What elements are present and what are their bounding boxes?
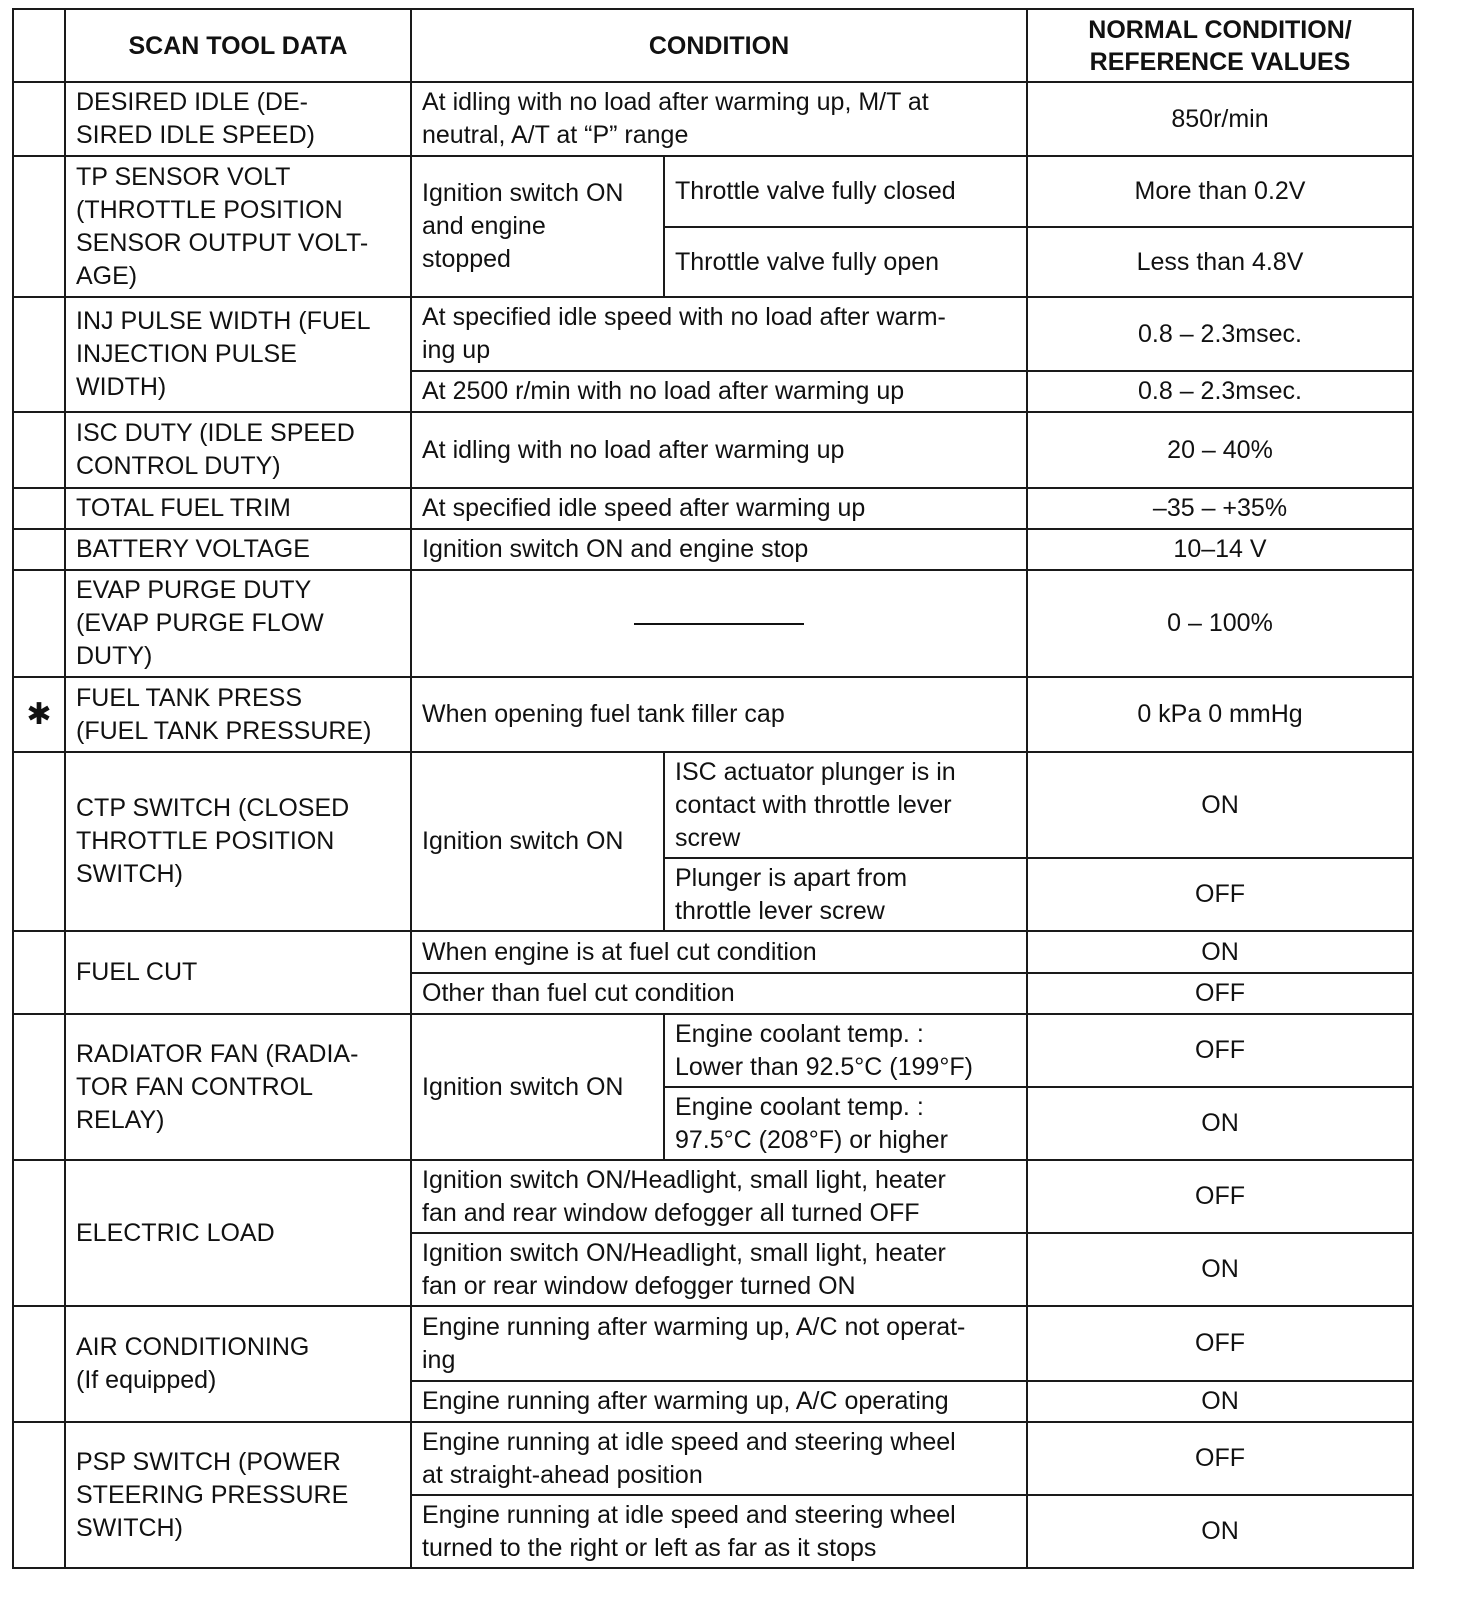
row-mark bbox=[13, 82, 65, 156]
scan-tool-data-table bbox=[12, 8, 1414, 1569]
row-mark bbox=[13, 156, 65, 297]
header-mark bbox=[13, 9, 65, 82]
item-desired-idle: DESIRED IDLE (DE- SIRED IDLE SPEED) bbox=[65, 82, 411, 156]
row-mark bbox=[13, 1014, 65, 1160]
table-row bbox=[13, 677, 1413, 752]
value-fuel-cut-on: ON bbox=[1027, 931, 1413, 973]
condition-ac-off: Engine running after warming up, A/C not operat- ing bbox=[411, 1306, 1027, 1381]
value-inj-2500: 0.8 – 2.3msec. bbox=[1027, 371, 1413, 412]
condition-evap-dash bbox=[411, 570, 1027, 677]
subcondition-tp-closed: Throttle valve fully closed bbox=[664, 156, 1027, 227]
value-ac-on: ON bbox=[1027, 1381, 1413, 1422]
value-tp-closed: More than 0.2V bbox=[1027, 156, 1413, 227]
table-row bbox=[13, 1160, 1413, 1233]
item-evap: EVAP PURGE DUTY (EVAP PURGE FLOW DUTY) bbox=[65, 570, 411, 677]
item-ctp: CTP SWITCH (CLOSED THROTTLE POSITION SWITCH) bbox=[65, 752, 411, 931]
value-electric-on: ON bbox=[1027, 1233, 1413, 1306]
condition-fuel-trim: At specified idle speed after warming up bbox=[411, 488, 1027, 529]
item-battery: BATTERY VOLTAGE bbox=[65, 529, 411, 570]
condition-inj-idle: At specified idle speed with no load after warm- ing up bbox=[411, 297, 1027, 371]
table-row bbox=[13, 931, 1413, 973]
item-psp: PSP SWITCH (POWER STEERING PRESSURE SWITCH) bbox=[65, 1422, 411, 1568]
condition-fuel-cut-off: Other than fuel cut condition bbox=[411, 973, 1027, 1014]
value-radiator-high: ON bbox=[1027, 1087, 1413, 1160]
value-psp-off: OFF bbox=[1027, 1422, 1413, 1495]
condition-radiator-fan: Ignition switch ON bbox=[411, 1014, 664, 1160]
subcondition-ctp-contact: ISC actuator plunger is in contact with throttle lever screw bbox=[664, 752, 1027, 858]
condition-desired-idle: At idling with no load after warming up, M/T at neutral, A/T at “P” range bbox=[411, 82, 1027, 156]
item-fuel-tank: FUEL TANK PRESS (FUEL TANK PRESSURE) bbox=[65, 677, 411, 752]
value-electric-off: OFF bbox=[1027, 1160, 1413, 1233]
value-radiator-low: OFF bbox=[1027, 1014, 1413, 1087]
item-fuel-cut: FUEL CUT bbox=[65, 931, 411, 1014]
row-mark bbox=[13, 529, 65, 570]
row-mark bbox=[13, 412, 65, 488]
header-normal-condition: NORMAL CONDITION/ REFERENCE VALUES bbox=[1027, 9, 1413, 82]
value-fuel-cut-off: OFF bbox=[1027, 973, 1413, 1014]
table-row bbox=[13, 488, 1413, 529]
table-row bbox=[13, 412, 1413, 488]
condition-electric-on: Ignition switch ON/Headlight, small light, heater fan or rear window defogger turned ON bbox=[411, 1233, 1027, 1306]
value-battery: 10–14 V bbox=[1027, 529, 1413, 570]
item-isc-duty: ISC DUTY (IDLE SPEED CONTROL DUTY) bbox=[65, 412, 411, 488]
header-condition: CONDITION bbox=[411, 9, 1027, 82]
header-row bbox=[13, 9, 1413, 82]
value-psp-on: ON bbox=[1027, 1495, 1413, 1568]
value-fuel-trim: –35 – +35% bbox=[1027, 488, 1413, 529]
item-inj-pulse: INJ PULSE WIDTH (FUEL INJECTION PULSE WIDTH) bbox=[65, 297, 411, 412]
table-row bbox=[13, 156, 1413, 227]
subcondition-tp-open: Throttle valve fully open bbox=[664, 227, 1027, 297]
header-scan-tool-data: SCAN TOOL DATA bbox=[65, 9, 411, 82]
em-dash-line bbox=[634, 623, 804, 625]
value-evap: 0 – 100% bbox=[1027, 570, 1413, 677]
table-row bbox=[13, 529, 1413, 570]
value-isc-duty: 20 – 40% bbox=[1027, 412, 1413, 488]
value-ctp-apart: OFF bbox=[1027, 858, 1413, 931]
row-mark bbox=[13, 1306, 65, 1422]
item-electric-load: ELECTRIC LOAD bbox=[65, 1160, 411, 1306]
condition-inj-2500: At 2500 r/min with no load after warming up bbox=[411, 371, 1027, 412]
value-fuel-tank: 0 kPa 0 mmHg bbox=[1027, 677, 1413, 752]
row-mark bbox=[13, 1422, 65, 1568]
condition-ctp: Ignition switch ON bbox=[411, 752, 664, 931]
condition-ac-on: Engine running after warming up, A/C operating bbox=[411, 1381, 1027, 1422]
row-mark bbox=[13, 570, 65, 677]
item-air-conditioning: AIR CONDITIONING (If equipped) bbox=[65, 1306, 411, 1422]
value-inj-idle: 0.8 – 2.3msec. bbox=[1027, 297, 1413, 371]
value-tp-open: Less than 4.8V bbox=[1027, 227, 1413, 297]
condition-psp-off: Engine running at idle speed and steering wheel at straight-ahead position bbox=[411, 1422, 1027, 1495]
scan-tool-data-table-wrapper bbox=[12, 8, 1414, 1569]
condition-tp-sensor: Ignition switch ON and engine stopped bbox=[411, 156, 664, 297]
value-desired-idle: 850r/min bbox=[1027, 82, 1413, 156]
subcondition-ctp-apart: Plunger is apart from throttle lever screw bbox=[664, 858, 1027, 931]
condition-fuel-tank: When opening fuel tank filler cap bbox=[411, 677, 1027, 752]
row-mark bbox=[13, 931, 65, 1014]
subcondition-radiator-low: Engine coolant temp. : Lower than 92.5°C (199°F) bbox=[664, 1014, 1027, 1087]
item-fuel-trim: TOTAL FUEL TRIM bbox=[65, 488, 411, 529]
table-row bbox=[13, 570, 1413, 677]
subcondition-radiator-high: Engine coolant temp. : 97.5°C (208°F) or higher bbox=[664, 1087, 1027, 1160]
table-row bbox=[13, 1014, 1413, 1087]
row-mark bbox=[13, 752, 65, 931]
item-radiator-fan: RADIATOR FAN (RADIA- TOR FAN CONTROL RELAY) bbox=[65, 1014, 411, 1160]
condition-electric-off: Ignition switch ON/Headlight, small light, heater fan and rear window defogger all turned OFF bbox=[411, 1160, 1027, 1233]
value-ac-off: OFF bbox=[1027, 1306, 1413, 1381]
table-row bbox=[13, 1306, 1413, 1381]
table-row bbox=[13, 752, 1413, 858]
table-row bbox=[13, 297, 1413, 371]
condition-psp-on: Engine running at idle speed and steering wheel turned to the right or left as far as it stops bbox=[411, 1495, 1027, 1568]
row-mark bbox=[13, 1160, 65, 1306]
value-ctp-contact: ON bbox=[1027, 752, 1413, 858]
table-row bbox=[13, 1422, 1413, 1495]
condition-isc-duty: At idling with no load after warming up bbox=[411, 412, 1027, 488]
row-mark bbox=[13, 297, 65, 412]
table-row bbox=[13, 82, 1413, 156]
condition-battery: Ignition switch ON and engine stop bbox=[411, 529, 1027, 570]
condition-fuel-cut-on: When engine is at fuel cut condition bbox=[411, 931, 1027, 973]
item-tp-sensor: TP SENSOR VOLT (THROTTLE POSITION SENSOR OUTPUT VOLT- AGE) bbox=[65, 156, 411, 297]
row-mark bbox=[13, 488, 65, 529]
asterisk-mark: ✱ bbox=[13, 677, 65, 752]
